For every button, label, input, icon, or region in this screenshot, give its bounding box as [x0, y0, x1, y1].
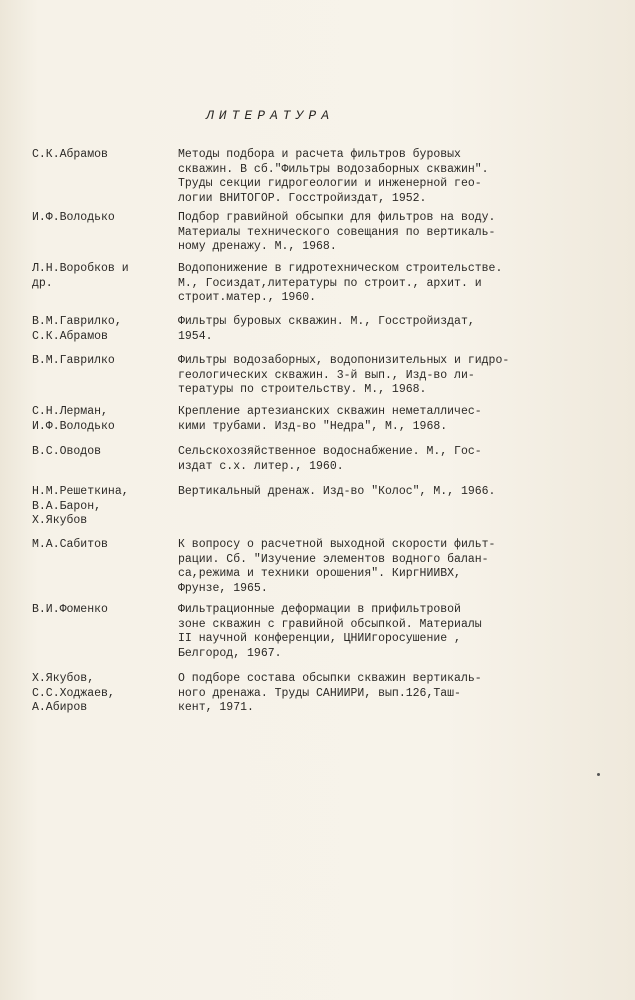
- reference-author: М.А.Сабитов: [32, 538, 108, 551]
- reference-author: И.Ф.Володько: [32, 211, 115, 224]
- reference-text: Вертикальный дренаж. Изд-во "Колос", М., 1966.: [178, 485, 496, 498]
- reference-text: Подбор гравийной обсыпки для фильтров на воду. Материалы технического совещания по вертикаль- ному дренажу. М., 1968.: [178, 211, 496, 253]
- reference-author: Л.Н.Воробков и др.: [32, 262, 129, 290]
- reference-author: Н.М.Решеткина, В.А.Барон, Х.Якубов: [32, 485, 129, 527]
- reference-text: Фильтрационные деформации в прифильтровой зоне скважин с гравийной обсыпкой. Материалы II научной конференции, ЦНИИгоросушение , Белгород, 1967.: [178, 603, 482, 660]
- ink-speck: [597, 773, 600, 776]
- reference-text: К вопросу о расчетной выходной скорости фильт- рации. Сб. "Изучение элементов водного балан- са,режима и техники орошения". КиргНИИВХ, Фрунзе, 1965.: [178, 538, 496, 595]
- reference-text: Методы подбора и расчета фильтров буровых скважин. В сб."Фильтры водозаборных скважин". Труды секции гидрогеологии и инженерной гео- логии ВНИТОГОР. Госстройиздат, 1952.: [178, 148, 489, 205]
- reference-author: В.М.Гаврилко, С.К.Абрамов: [32, 315, 122, 343]
- reference-author: В.И.Фоменко: [32, 603, 108, 616]
- reference-author: Х.Якубов, С.С.Ходжаев, А.Абиров: [32, 672, 115, 714]
- reference-text: Крепление артезианских скважин неметалличес- кими трубами. Изд-во "Недра", М., 1968.: [178, 405, 482, 433]
- reference-author: В.М.Гаврилко: [32, 354, 115, 367]
- reference-author: В.С.Оводов: [32, 445, 102, 458]
- reference-text: О подборе состава обсыпки скважин вертикаль- ного дренажа. Труды САНИИРИ, вып.126,Таш- кент, 1971.: [178, 672, 482, 714]
- reference-text: Сельскохозяйственное водоснабжение. М., Гос- издат с.х. литер., 1960.: [178, 445, 482, 473]
- reference-text: Водопонижение в гидротехническом строительстве. М., Госиздат,литературы по строит., архит. и строит.матер., 1960.: [178, 262, 503, 304]
- page-title: ЛИТЕРАТУРА: [205, 108, 334, 123]
- reference-text: Фильтры буровых скважин. М., Госстройиздат, 1954.: [178, 315, 475, 343]
- reference-text: Фильтры водозаборных, водопонизительных и гидро- геологических скважин. 3-й вып., Изд-во ли- тературы по строительству. М., 1968.: [178, 354, 510, 396]
- reference-author: С.Н.Лерман, И.Ф.Володько: [32, 405, 115, 433]
- reference-author: С.К.Абрамов: [32, 148, 108, 161]
